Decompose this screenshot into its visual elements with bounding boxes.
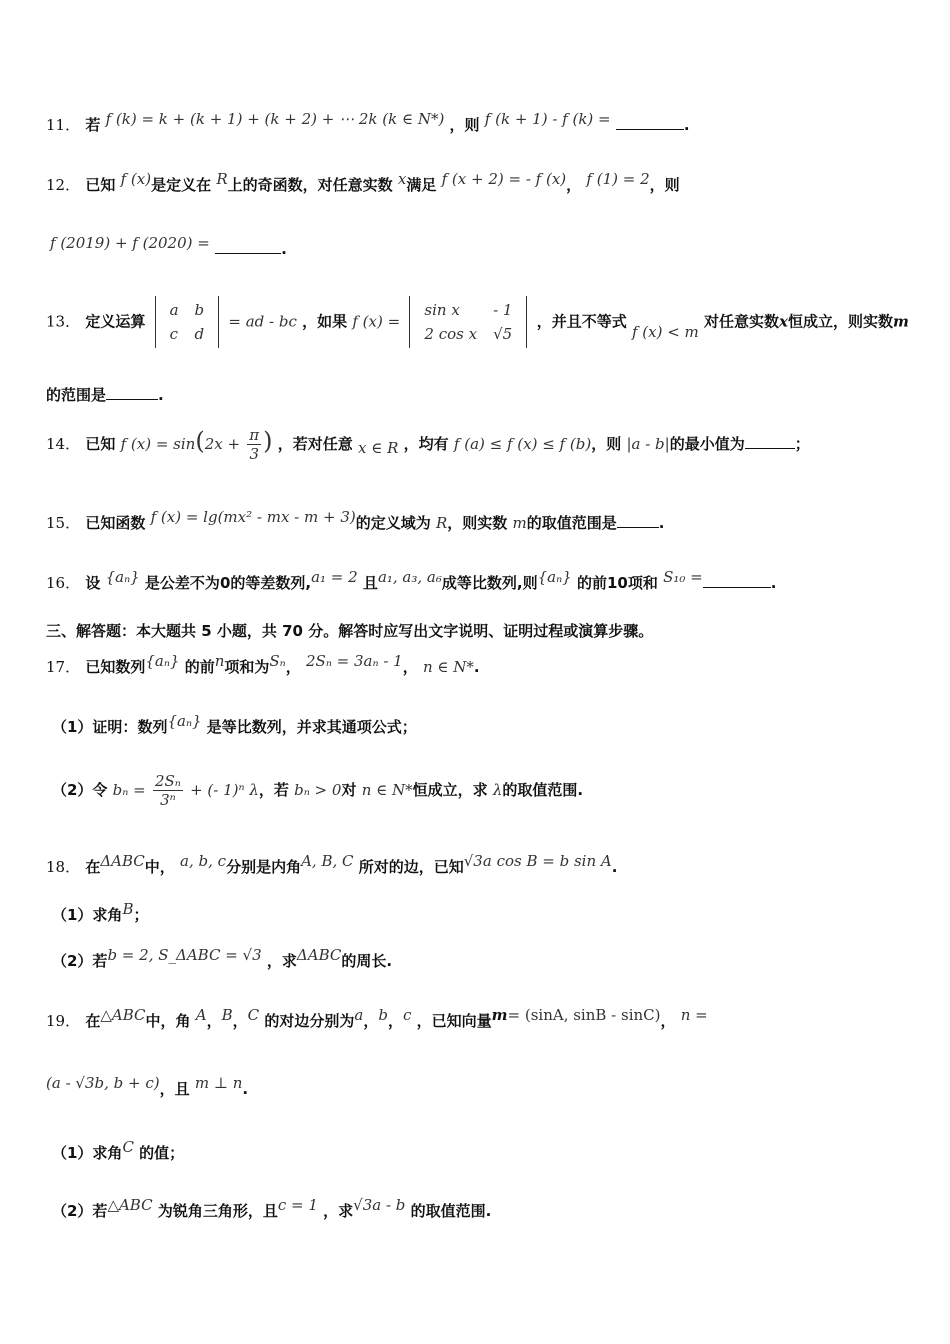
- answer-blank[interactable]: [745, 436, 795, 449]
- question-18: 18． 在ΔABC中， a, b, c分别是内角A, B, C 所对的边，已知√3a cos B = b sin A.: [46, 852, 618, 876]
- answer-blank[interactable]: [106, 387, 158, 400]
- question-17: 17． 已知数列{aₙ} 的前n项和为Sₙ， 2Sₙ = 3aₙ - 1， n ∈ N*.: [46, 652, 480, 676]
- question-19-line2: (a - √3b, b + c)，且 m ⊥ n.: [46, 1074, 249, 1098]
- determinant-fx: sin x - 1 2 cos x √5: [409, 296, 527, 348]
- question-18-part-2: （2）若b = 2, S_ΔABC = √3 ，求ΔABC的周长.: [52, 946, 393, 970]
- question-13: 13． 定义运算 a b c d = ad - bc ，如果 f (x) = sin x - 1 2 cos x √5 ，并且不等式 f (x) < m 对任意实数x恒成立，则实数m: [46, 296, 909, 348]
- question-14: 14． 已知 f (x) = sin(2x + $\frac{\pi}{3}$ ) ，若对任意 x ∈ R ，均有 f (a) ≤ f (x) ≤ f (b)，则 |a - b|的最小值为 ；: [46, 426, 810, 463]
- question-16: 16． 设 {aₙ} 是公差不为0的等差数列,a₁ = 2 且a₁, a₃, a₆成等比数列,则{aₙ} 的前10项和 S₁₀ = .: [46, 568, 777, 592]
- question-12: 12． 已知 f (x)是定义在 R上的奇函数，对任意实数 x满足 f (x + 2) = - f (x)， f (1) = 2，则: [46, 170, 680, 194]
- answer-blank[interactable]: [616, 117, 684, 130]
- question-18-part-1: （1）求角B；: [52, 900, 149, 924]
- answer-blank[interactable]: [703, 575, 771, 588]
- fraction-2Sn-over-3n: $\frac{\text{2Sₙ}}{\text{3ⁿ}}$: [154, 772, 181, 809]
- question-19-part-2: （2）若△ABC 为锐角三角形，且c = 1 ，求√3a - b 的取值范围.: [52, 1196, 492, 1220]
- question-19: 19． 在△ABC中，角 A，B，C 的对边分别为a，b，c ，已知向量m= (sinA, sinB - sinC)， n =: [46, 1006, 708, 1030]
- question-13-line2: 的范围是 .: [46, 386, 164, 404]
- answer-blank[interactable]: [215, 241, 281, 254]
- question-19-part-1: （1）求角C 的值；: [52, 1138, 185, 1162]
- question-11: 11． 若 f (k) = k + (k + 1) + (k + 2) + ⋯ 2k (k ∈ N*) ，则 f (k + 1) - f (k) = .: [46, 110, 690, 134]
- question-17-part-2: （2）令 bₙ = $\frac{\text{2Sₙ}}{\text{3ⁿ}}$ + (- 1)ⁿ λ，若 bₙ > 0对 n ∈ N*恒成立，求 λ的取值范围.: [52, 772, 584, 809]
- determinant-definition: a b c d: [155, 296, 220, 348]
- question-15: 15． 已知函数 f (x) = lg(mx² - mx - m + 3)的定义域为 R，则实数 m的取值范围是 .: [46, 508, 665, 532]
- question-12-line2: f (2019) + f (2020) = .: [50, 234, 287, 258]
- pi-over-3: $\frac{\pi}{3}$: [249, 426, 260, 463]
- question-17-part-1: （1）证明：数列{aₙ} 是等比数列，并求其通项公式；: [52, 712, 417, 736]
- section-heading: 三、解答题：本大题共 5 小题，共 70 分。解答时应写出文字说明、证明过程或演算步骤。: [46, 622, 654, 640]
- answer-blank[interactable]: [617, 515, 659, 528]
